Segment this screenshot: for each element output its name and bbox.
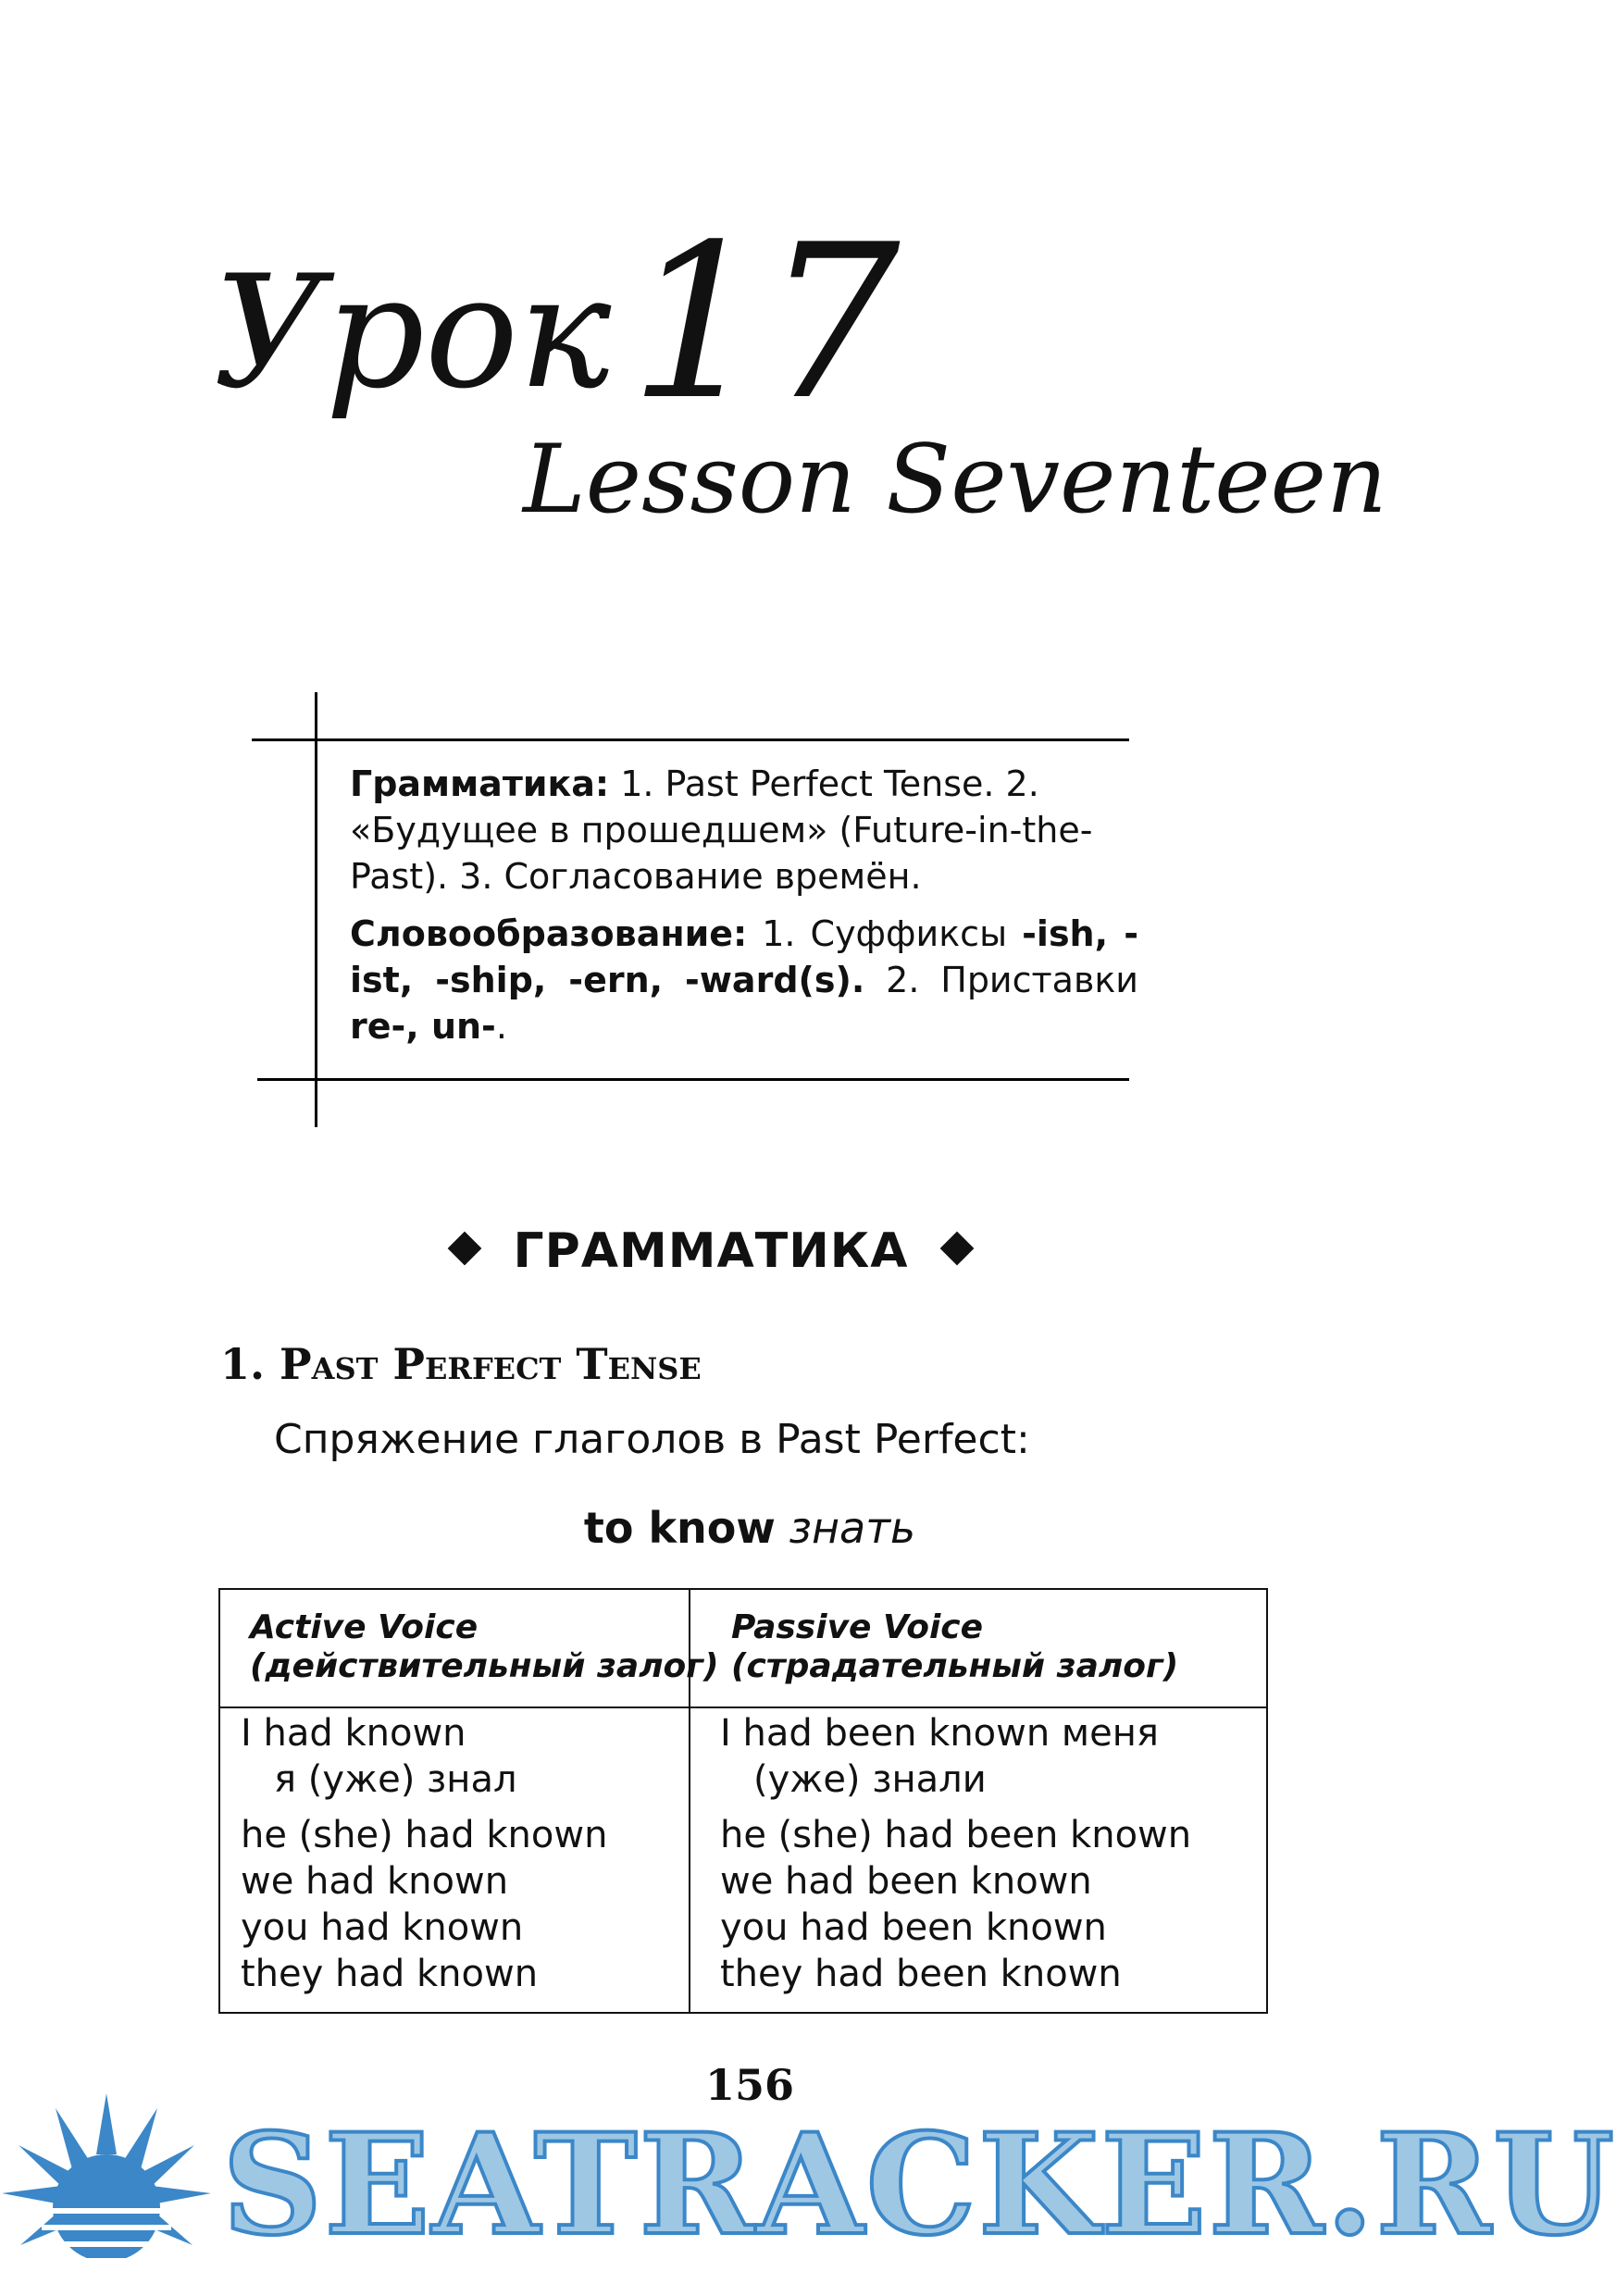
summary-box [350,761,1138,1049]
wordformation-label: Словообразование: [350,913,748,954]
lesson-word: Урок [213,242,612,423]
box-vertical-rule [315,692,317,1127]
wordformation-paragraph [350,911,1138,1049]
active-voice-column [241,1710,607,1997]
lesson-number: 17 [629,200,901,447]
box-top-rule [252,738,1129,741]
verb-line [0,1503,1499,1553]
wordformation-text1: 1. Суффиксы [762,913,1008,954]
table-cell: я (уже) знал [274,1758,517,1801]
lesson-subtitle: Lesson Seventeen [523,425,1387,535]
active-header-ru: (действительный залог) [250,1647,719,1685]
prefixes: re-, un- [350,1006,496,1047]
table-cell: I had been known меня [720,1712,1159,1755]
table-cell: they had been known [720,1953,1122,1995]
diamond-left-icon [447,1232,481,1266]
table-cell: we had been known [720,1860,1092,1903]
passive-voice-header [731,1608,1178,1686]
section-heading-text: ГРАММАТИКА [513,1223,909,1279]
table-cell: he (she) had known [241,1814,608,1856]
verb-translation: знать [789,1503,916,1553]
sun-icon [0,2090,213,2296]
active-voice-header [250,1608,719,1686]
diamond-right-icon [940,1232,975,1266]
grammar-label: Грамматика: [350,763,610,804]
passive-header-en: Passive Voice [731,1608,984,1646]
conjugation-table [218,1588,1268,2014]
subsection-title: 1. Past Perfect Tense [220,1339,702,1389]
section-heading [0,1223,1422,1279]
page-number: 156 [704,2060,795,2110]
active-header-en: Active Voice [250,1608,479,1646]
wordformation-text2: 2. Приставки [886,960,1138,1000]
table-cell: he (she) had been known [720,1814,1192,1856]
grammar-text: 1. Past Perfect Tense. 2. «Будущее в прошедшем» (Future-in-the-Past). 3. Согласование времён. [350,763,1093,897]
passive-voice-column [720,1710,1191,1997]
table-cell: (уже) знали [753,1758,987,1801]
watermark-text: SEATRACKER.RU [222,2104,1616,2266]
table-header-divider [220,1706,1266,1708]
table-cell: you had known [241,1906,524,1949]
table-cell: we had known [241,1860,509,1903]
table-cell: you had been known [720,1906,1107,1949]
table-cell: I had known [241,1712,466,1755]
verb: to know [583,1503,776,1553]
box-bottom-rule [257,1078,1129,1081]
suffixes: -ish, -ist, -ship, -ern, -ward(s). [350,913,1138,1000]
conjugation-intro: Спряжение глаголов в Past Perfect: [274,1416,1030,1463]
grammar-paragraph [350,761,1138,900]
table-cell: they had known [241,1953,539,1995]
passive-header-ru: (страдательный залог) [731,1647,1179,1685]
end-period: . [495,1006,507,1047]
